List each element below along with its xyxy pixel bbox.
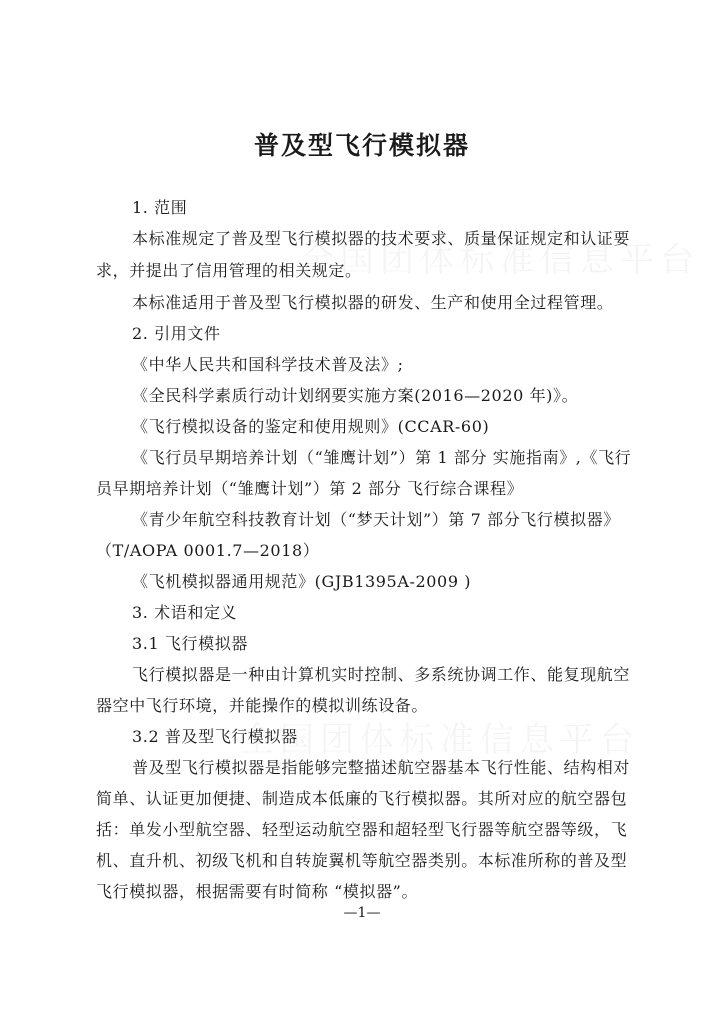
subsection-heading: 3.2 普及型飞行模拟器	[132, 727, 298, 746]
reference-item: 《中华人民共和国科学技术普及法》;	[132, 355, 404, 374]
reference-item: 《飞机模拟器通用规范》(GJB1395A-2009 )	[132, 572, 472, 591]
paragraph-line: 机、直升机、初级飞机和自转旋翼机等航空器类别。本标准所称的普及型	[96, 851, 628, 870]
paragraph-line: 括：单发小型航空器、轻型运动航空器和超轻型飞行器等航空器等级，飞	[96, 820, 628, 839]
paragraph-line: 本标准适用于普及型飞行模拟器的研发、生产和使用全过程管理。	[132, 293, 614, 312]
paragraph-line: 器空中飞行环境，并能操作的模拟训练设备。	[96, 696, 429, 715]
page-number: —1—	[343, 905, 381, 921]
paragraph-line: 求，并提出了信用管理的相关规定。	[96, 261, 362, 280]
paragraph-line: 简单、认证更加便捷、制造成本低廉的飞行模拟器。其所对应的航空器包	[96, 789, 628, 808]
reference-item-continued: 员早期培养计划（“雏鹰计划”）第 2 部分 飞行综合课程》	[96, 479, 524, 498]
section-heading-scope: 1. 范围	[132, 198, 188, 217]
paragraph-line: 本标准规定了普及型飞行模拟器的技术要求、质量保证规定和认证要	[132, 229, 631, 248]
paragraph-line: 普及型飞行模拟器是指能够完整描述航空器基本飞行性能、结构相对	[132, 758, 631, 777]
reference-item-continued: （T/AOPA 0001.7—2018）	[96, 541, 320, 560]
reference-item: 《全民科学素质行动计划纲要实施方案(2016—2020 年)》。	[132, 386, 579, 405]
reference-item: 《飞行模拟设备的鉴定和使用规则》(CCAR-60)	[132, 417, 490, 436]
subsection-heading: 3.1 飞行模拟器	[132, 634, 248, 653]
section-heading-references: 2. 引用文件	[132, 324, 221, 343]
section-heading-terms: 3. 术语和定义	[132, 603, 238, 622]
paragraph-line: 飞行模拟器，根据需要有时简称 “模拟器”。	[96, 882, 419, 901]
watermark-bottom	[240, 712, 640, 761]
document-title: 普及型飞行模拟器	[253, 131, 470, 160]
reference-item: 《飞行员早期培养计划（“雏鹰计划”）第 1 部分 实施指南》,《飞行	[132, 448, 632, 467]
reference-item: 《青少年航空科技教育计划（“梦天计划”）第 7 部分飞行模拟器》	[132, 510, 620, 529]
paragraph-line: 飞行模拟器是一种由计算机实时控制、多系统协调工作、能复现航空	[132, 665, 631, 684]
